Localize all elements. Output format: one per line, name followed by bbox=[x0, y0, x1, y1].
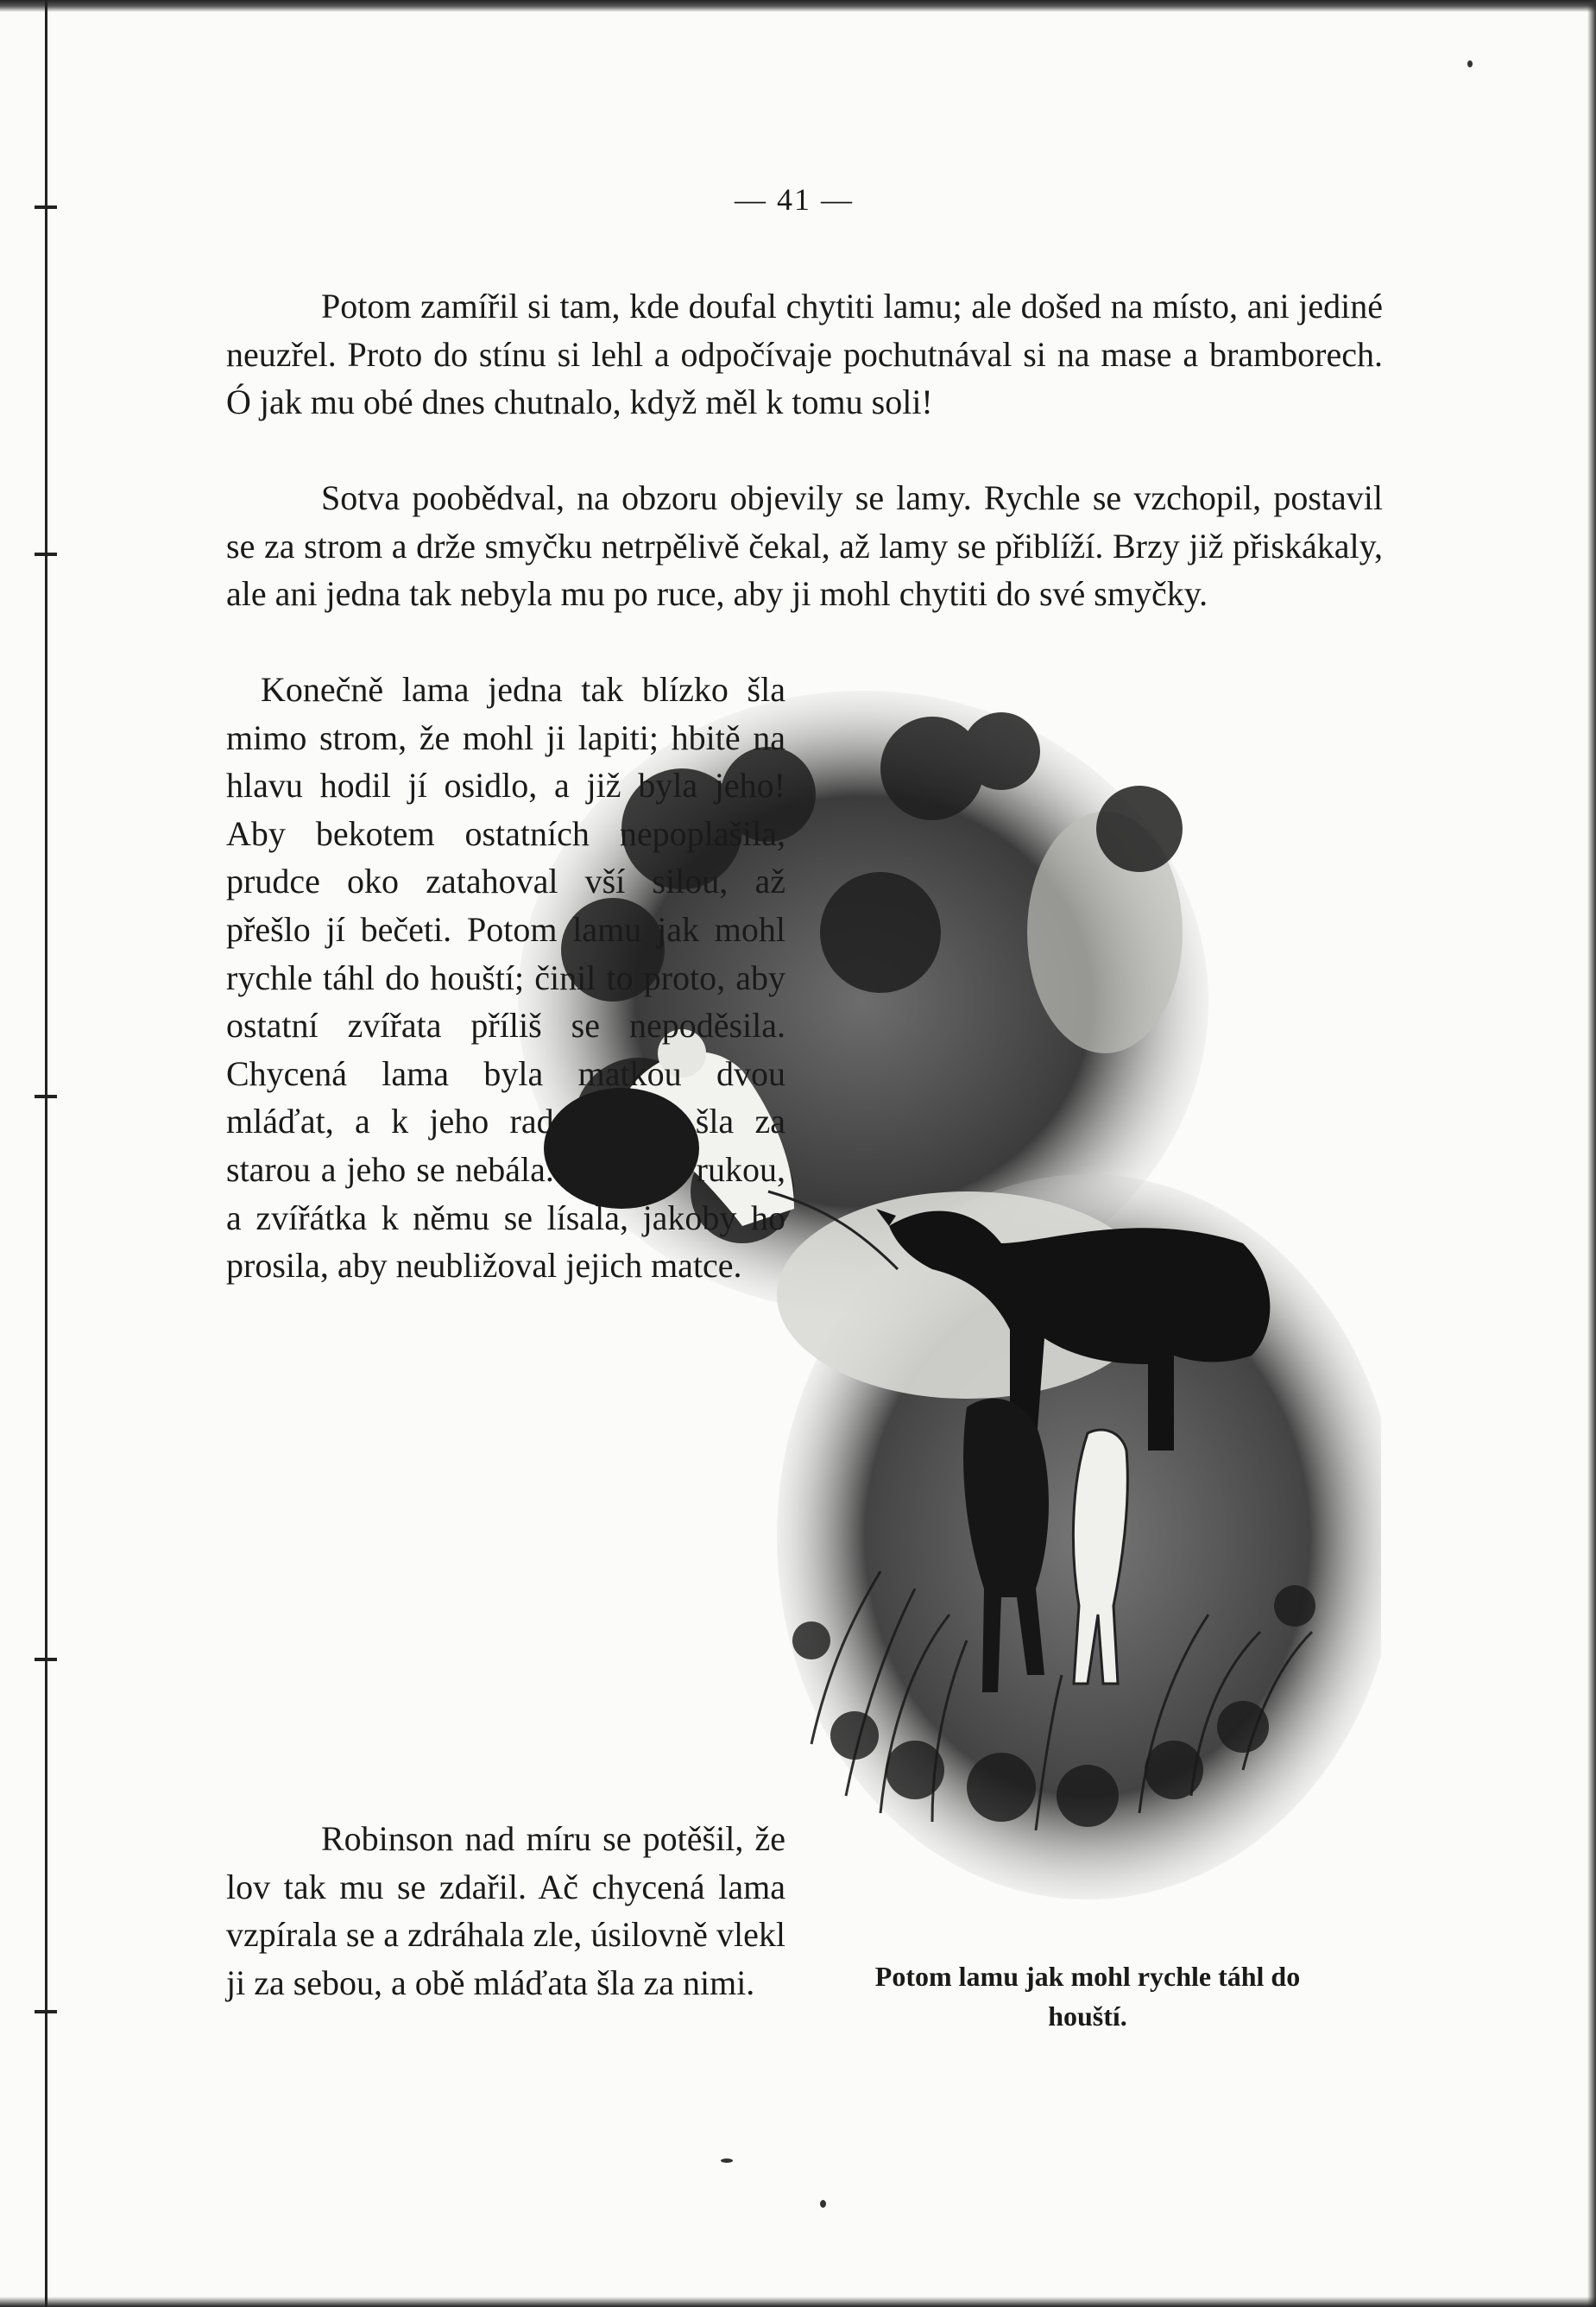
page-edge-right bbox=[1587, 0, 1596, 2307]
page-edge-bottom bbox=[0, 2297, 1596, 2307]
binding-mark bbox=[35, 553, 57, 556]
illustration-caption: Potom lamu jak mohl rychle táhl do houští. bbox=[874, 1961, 1301, 2032]
page-number: — 41 — bbox=[735, 182, 854, 217]
ink-speck bbox=[1467, 60, 1473, 67]
binding-rule bbox=[45, 0, 47, 2307]
paragraph: Potom zamířil si tam, kde doufal chytiti lamu; ale došed na místo, ani jediné neuzřel. Proto do stínu si lehl a odpočívaje pochutnával si na mase a bramborech. Ó jak mu obé dnes chutnalo, když měl k tomu soli! bbox=[226, 287, 1383, 422]
paragraph: Robinson nad míru se potěšil, že lov tak mu se zdařil. Ač chycená lama vzpírala se a zdráhala zle, úsilovně vlekl ji za sebou, a obě mláďata šla za nimi. bbox=[226, 1819, 785, 2002]
paragraph: Konečně lama jedna tak blízko šla mimo strom, že mohl ji lapiti; hbitě na hlavu hodil jí osidlo, a již byla jeho! Aby bekotem ostatních nepoplašila, prudce oko zatahoval vší silou, až přešlo jí bečeti. Potom lamu jak mohl rychle táhl do houští; činil to proto, aby ostatní zvířata příliš se nepoděsila. Chycená lama byla matkou dvou mláďat, a k jeho radosti obě šla za starou a jeho se nebála. Hladil je rukou, a zvířátka k němu se lísala, jakoby ho prosila, aby neubližoval jejich matce. bbox=[226, 670, 785, 1286]
binding-mark bbox=[35, 205, 57, 209]
page-edge-top bbox=[0, 0, 1596, 12]
ink-speck bbox=[721, 2158, 733, 2163]
paragraph: Sotva poobědval, na obzoru objevily se lamy. Rychle se vzchopil, postavil se za strom a drže smyčku netrpělivě čekal, až lamy se přiblíží. Brzy již přiskákaly, ale ani jedna tak nebyla mu po ruce, aby ji mohl chytiti do své smyčky. bbox=[226, 478, 1383, 614]
binding-mark bbox=[35, 2010, 57, 2013]
ink-speck bbox=[820, 2200, 826, 2208]
binding-margin bbox=[35, 0, 50, 2307]
binding-mark bbox=[35, 1095, 57, 1098]
binding-mark bbox=[35, 1658, 57, 1661]
